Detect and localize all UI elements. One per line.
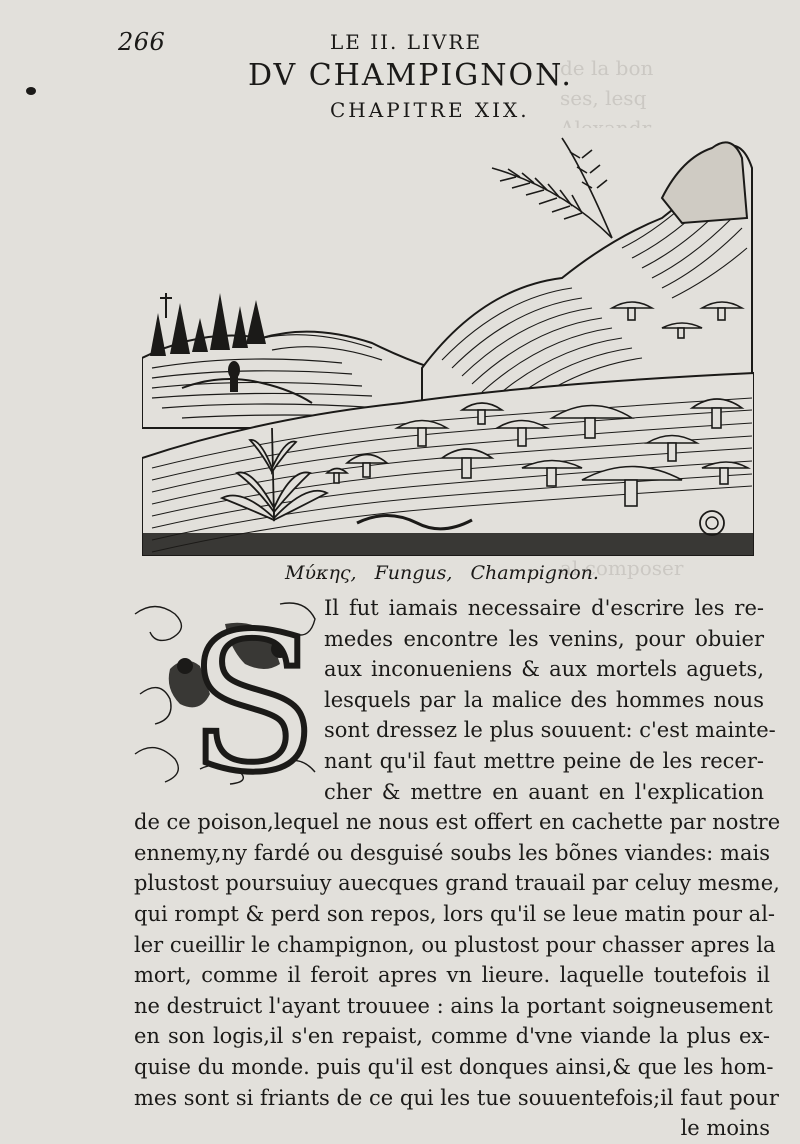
text-line-9: ennemy,ny fardé ou desguisé soubs les bõnes viandes: mais bbox=[134, 840, 770, 865]
text-line-13: mort, comme il feroit apres vn lieure. laquelle toutefois il bbox=[134, 963, 770, 988]
text-line-4: lesquels par la malice des hommes nous bbox=[324, 687, 764, 712]
text-line-15: en son logis,il s'en repaist, comme d'vne viande la plus ex- bbox=[134, 1024, 770, 1049]
text-line-10: plustost poursuiuy auecques grand trauail par celuy mesme, bbox=[134, 871, 780, 896]
text-line-6: nant qu'il faut mettre peine de les recer- bbox=[324, 748, 764, 773]
text-line-16: quise du monde. puis qu'il est donques ainsi,& que les hom- bbox=[134, 1054, 774, 1079]
text-line-11: qui rompt & perd son repos, lors qu'il se leue matin pour al- bbox=[134, 901, 776, 926]
text-line-8: de ce poison,lequel ne nous est offert en cachette par nostre bbox=[134, 810, 781, 835]
chapter-title: DV CHAMPIGNON. bbox=[248, 58, 573, 93]
catchword: le moins bbox=[680, 1116, 770, 1141]
text-line-14: ne destruict l'ayant trouuee : ains la portant soigneusement bbox=[134, 993, 773, 1018]
svg-text:al composer: al composer bbox=[560, 556, 684, 580]
woodcut-illustration bbox=[142, 128, 754, 556]
text-line-12: ler cueillir le champignon, ou plustost pour chasser apres la bbox=[134, 932, 776, 957]
margin-bullet-mark bbox=[26, 87, 36, 95]
text-line-2: medes encontre les venins, pour obuier bbox=[324, 626, 764, 651]
svg-text:ses, lesq: ses, lesq bbox=[560, 86, 647, 110]
page-number: 266 bbox=[118, 28, 166, 56]
illustration-caption: Μύκης, Fungus, Champignon. bbox=[285, 562, 599, 584]
text-line-1: Il fut iamais necessaire d'escrire les re- bbox=[324, 596, 764, 620]
initial-letter: S bbox=[188, 594, 319, 786]
text-line-3: aux inconueniens & aux mortels aguets, bbox=[324, 657, 764, 682]
chapter-number: CHAPITRE XIX. bbox=[330, 98, 530, 122]
svg-text:de la bon: de la bon bbox=[560, 56, 654, 80]
text-line-5: sont dressez le plus souuent: c'est mainte- bbox=[324, 718, 776, 743]
text-line-7: cher & mettre en auant en l'explication bbox=[324, 779, 764, 804]
main-text bbox=[134, 593, 781, 1144]
text-line-17: mes sont si friants de ce qui les tue souuentefois;il faut pour bbox=[134, 1085, 779, 1110]
running-head: LE II. LIVRE bbox=[330, 30, 483, 54]
